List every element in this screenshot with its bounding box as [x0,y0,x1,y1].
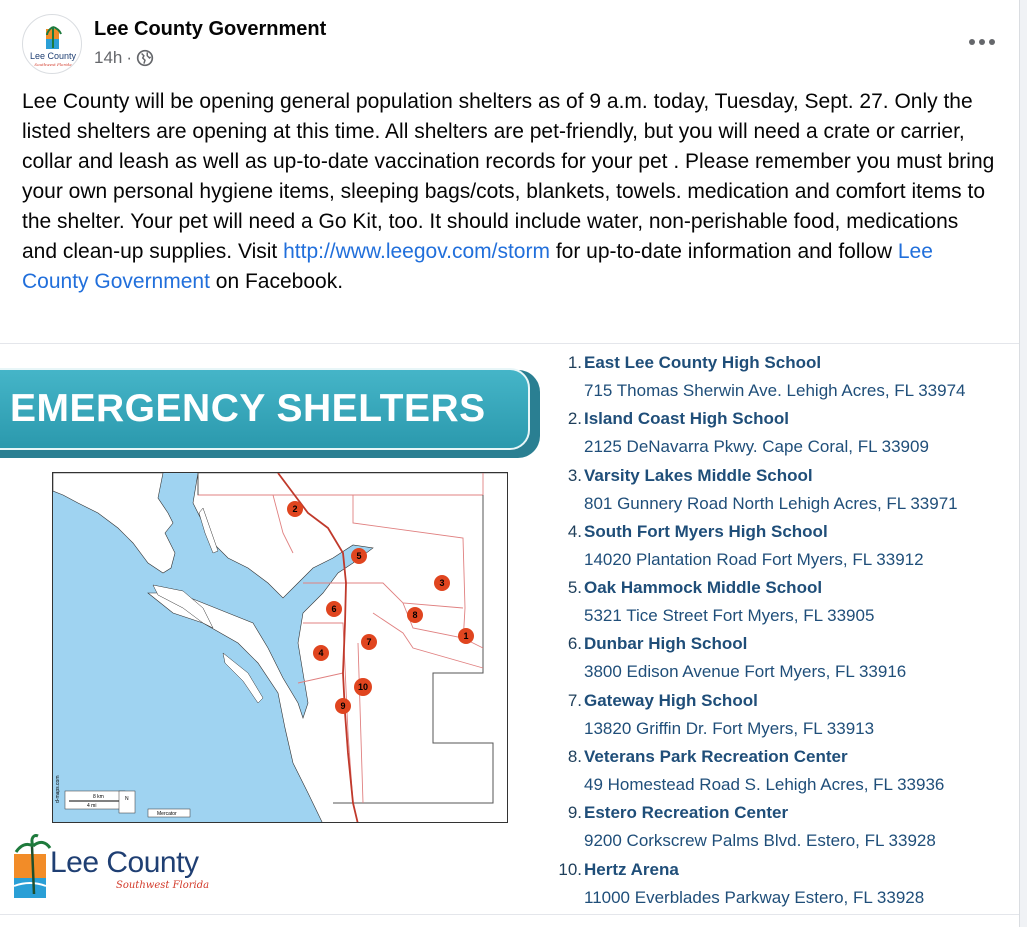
shelter-address: 14020 Plantation Road Fort Myers, FL 33912 [584,549,924,569]
post-time[interactable]: 14h [94,48,123,67]
logo-subtitle: Southwest Florida [116,880,210,891]
shelter-number: 9. [567,803,582,823]
north-label: N [125,796,129,802]
map-credit: d-maps.com [55,775,61,803]
list-item [548,859,1018,915]
palm-logo-icon [12,834,52,904]
svg-text:6: 6 [331,604,337,614]
list-item [548,802,1018,858]
list-item [548,633,1018,689]
svg-text:9: 9 [340,701,346,711]
shelter-number: 3. [567,465,582,485]
lee-county-logo-icon [23,15,82,74]
shelter-name: Oak Hammock Middle School [584,578,823,598]
svg-text:10: 10 [357,682,369,692]
shelter-address: 11000 Everblades Parkway Estero, FL 33928 [584,887,925,907]
logo-text: Lee County [50,846,199,879]
shelter-number: 10. [558,859,582,879]
svg-text:8: 8 [412,610,418,620]
svg-text:Southwest Florida: Southwest Florida [34,62,72,67]
svg-text:Lee County: Lee County [29,51,77,61]
svg-text:5: 5 [356,551,362,561]
shelter-name: Gateway High School [584,690,758,710]
shelter-list [548,352,1018,915]
svg-text:7: 7 [366,637,372,647]
page-link[interactable]: Lee County Government [22,240,933,293]
list-item [548,521,1018,577]
projection-label: Mercator [157,811,177,817]
shelter-number: 4. [567,521,582,541]
meta-separator: · [126,48,133,67]
shelter-number: 6. [567,634,582,654]
shelter-address: 49 Homestead Road S. Lehigh Acres, FL 33936 [584,775,945,795]
shelter-name: South Fort Myers High School [584,521,828,541]
shelter-address: 9200 Corkscrew Palms Blvd. Estero, FL 33928 [584,831,936,851]
shelter-number: 7. [567,690,582,710]
post-text-part2: for up-to-date information and follow [549,240,898,263]
shelter-name: Estero Recreation Center [584,803,789,823]
shelter-name: East Lee County High School [584,353,822,372]
shelter-address: 3800 Edison Avenue Fort Myers, FL 33916 [584,662,907,682]
post-image[interactable] [0,344,1020,914]
shelter-number: 2. [567,409,582,429]
globe-icon[interactable] [136,49,154,67]
list-item [548,577,1018,633]
shelter-address: 5321 Tice Street Fort Myers, FL 33905 [584,606,875,626]
svg-text:1: 1 [463,631,469,641]
post-header [22,14,1002,74]
more-icon [969,39,995,45]
list-item [548,690,1018,746]
lee-county-logo [12,834,212,904]
post-text [22,87,997,297]
shelter-address: 715 Thomas Sherwin Ave. Lehigh Acres, FL 33974 [584,381,966,400]
shelter-name: Island Coast High School [584,409,789,429]
list-item [548,746,1018,802]
shelter-number: 5. [567,578,582,598]
list-item [548,352,1018,408]
shelter-number: 8. [567,747,582,767]
svg-text:4: 4 [318,648,324,658]
shelter-address: 13820 Griffin Dr. Fort Myers, FL 33913 [584,718,875,738]
post-text-part1: Lee County will be opening general population shelters as of 9 a.m. today, Tuesday, Sept. 27. Only the listed shelters are opening at this time. All shelters are pet-friendly, but you will need a crate or carrier, collar and leash as well as up-to-date vaccination records for your pet . Please remember you must bring your own personal hygiene items, sleeping bags/cots, blankets, towels. medication and comfort items to the shelter. Your pet will need a Go Kit, too. It should include water, non-perishable food, medications and clean-up supplies. Visit [22,90,995,263]
banner-title: EMERGENCY SHELTERS [10,387,486,430]
list-item [548,465,1018,521]
avatar[interactable] [22,14,82,74]
svg-text:2: 2 [292,504,298,514]
shelter-number: 1. [567,353,582,372]
post-meta [94,48,154,68]
shelter-address: 2125 DeNavarra Pkwy. Cape Coral, FL 33909 [584,437,929,457]
more-options-button[interactable] [962,24,1002,60]
shelter-name: Hertz Arena [584,859,679,879]
shelter-name: Varsity Lakes Middle School [584,465,813,485]
shelter-name: Veterans Park Recreation Center [584,747,848,767]
shelter-map [52,472,508,823]
author-name[interactable]: Lee County Government [94,18,327,40]
svg-text:3: 3 [439,578,445,588]
scale-mi: 4 mi [87,803,97,809]
post-text-part3: on Facebook. [209,270,344,293]
banner [0,368,530,450]
shelter-name: Dunbar High School [584,634,748,654]
divider [0,914,1020,915]
storm-link[interactable]: http://www.leegov.com/storm [283,240,550,263]
list-item [548,408,1018,464]
map-svg [53,473,508,823]
shelter-address: 801 Gunnery Road North Lehigh Acres, FL 33971 [584,493,958,513]
scale-km: 8 km [93,794,104,800]
